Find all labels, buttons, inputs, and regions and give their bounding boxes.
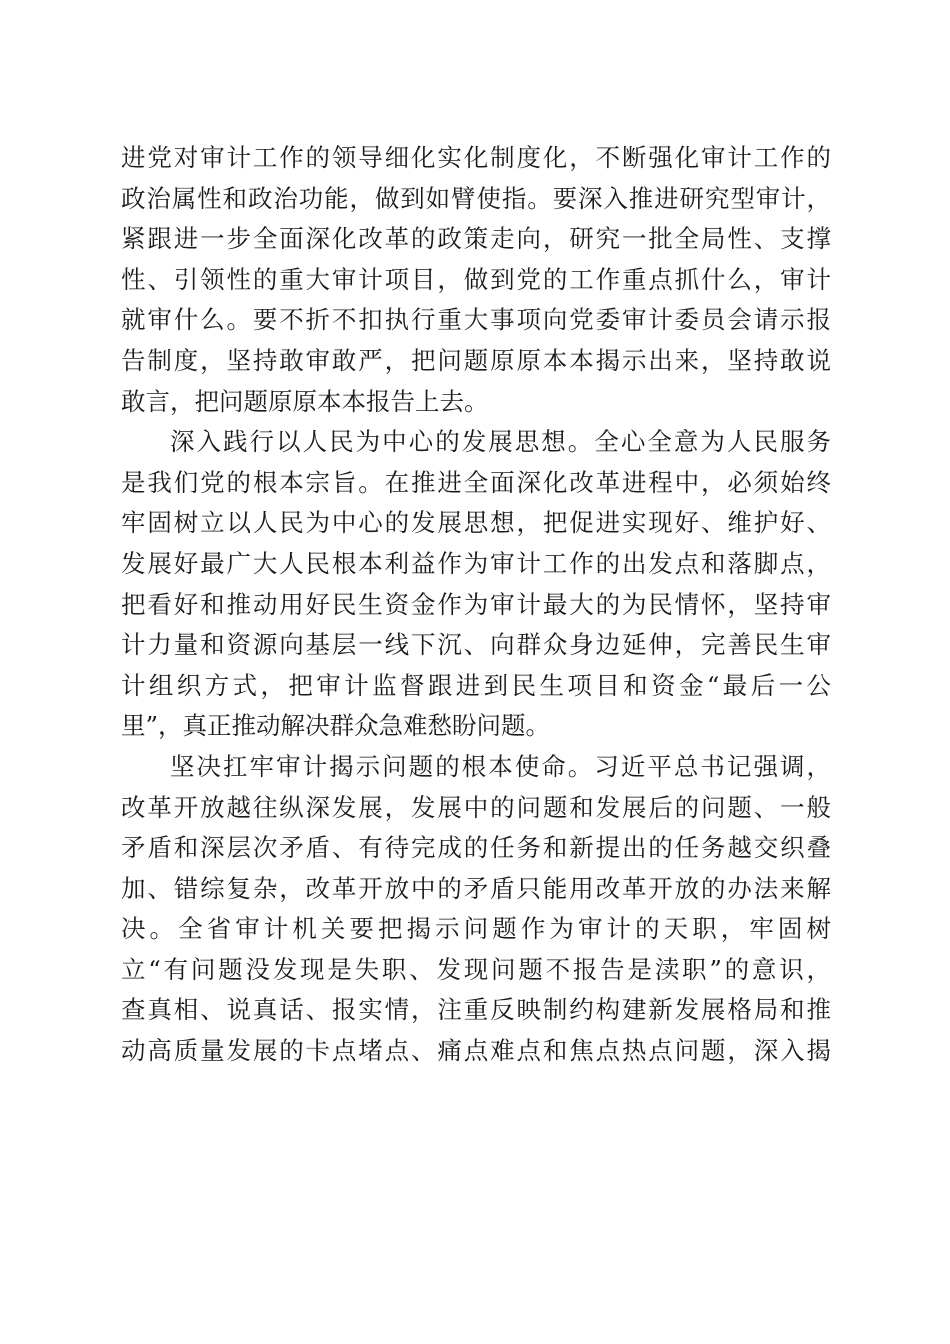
text-line: 查真相、说真话、报实情，注重反映制约构建新发展格局和推: [121, 995, 831, 1025]
body-text: [121, 138, 831, 1072]
text-line: 进党对审计工作的领导细化实化制度化，不断强化审计工作的: [121, 143, 831, 172]
text-line: 立“有问题没发现是失职、发现问题不报告是渎职”的意识，: [121, 954, 831, 984]
text-line: 计力量和资源向基层一线下沉、向群众身边延伸，完善民生审: [121, 630, 831, 660]
paragraph-heading-line: 深入践行以人民为中心的发展思想。全心全意为人民服务: [170, 427, 831, 457]
text-line: 性、引领性的重大审计项目，做到党的工作重点抓什么，审计: [121, 264, 831, 294]
text-line: 决。全省审计机关要把揭示问题作为审计的天职，牢固树: [121, 914, 831, 944]
text-line: 告制度，坚持敢审敢严，把问题原原本本揭示出来，坚持敢说: [121, 345, 831, 375]
text-line: 动高质量发展的卡点堵点、痛点难点和焦点热点问题，深入揭: [121, 1036, 831, 1066]
text-line: 就审什么。要不折不扣执行重大事项向党委审计委员会请示报: [121, 305, 831, 335]
text-line: 把看好和推动用好民生资金作为审计最大的为民情怀，坚持审: [121, 589, 831, 619]
text-line: 政治属性和政治功能，做到如臂使指。要深入推进研究型审计，: [121, 183, 831, 213]
text-line: 紧跟进一步全面深化改革的政策走向，研究一批全局性、支撑: [121, 224, 831, 254]
text-line: 敢言，把问题原原本本报告上去。: [121, 386, 489, 416]
text-line: 牢固树立以人民为中心的发展思想，把促进实现好、维护好、: [121, 508, 831, 538]
text-line: 发展好最广大人民根本利益作为审计工作的出发点和落脚点，: [121, 548, 831, 578]
text-line: 加、错综复杂，改革开放中的矛盾只能用改革开放的办法来解: [121, 873, 831, 903]
text-line: 是我们党的根本宗旨。在推进全面深化改革进程中，必须始终: [121, 467, 831, 497]
text-line: 计组织方式，把审计监督跟进到民生项目和资金“最后一公: [121, 670, 831, 700]
text-line: 改革开放越往纵深发展，发展中的问题和发展后的问题、一般: [121, 792, 831, 822]
paragraph-heading-line: 坚决扛牢审计揭示问题的根本使命。习近平总书记强调，: [170, 751, 831, 781]
text-line: 里”，真正推动解决群众急难愁盼问题。: [121, 711, 551, 741]
text-line: 矛盾和深层次矛盾、有待完成的任务和新提出的任务越交织叠: [121, 833, 831, 863]
